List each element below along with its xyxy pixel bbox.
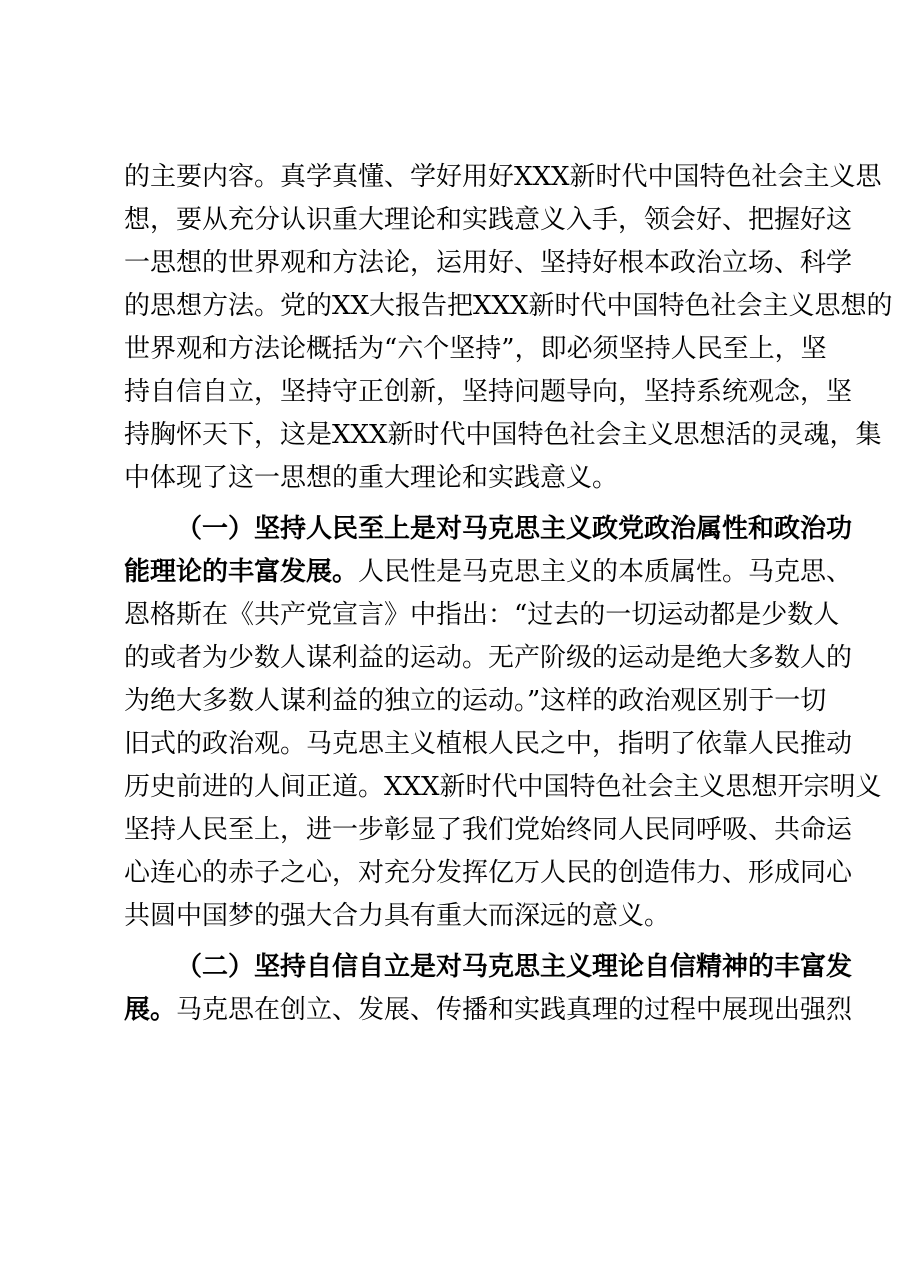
section-2-text: 马克思在创立、发展、传播和实践真理的过程中展现出强烈 [176, 995, 853, 1025]
text-line: 共圆中国梦的强大合力具有重大而深远的意义。 [124, 901, 671, 931]
text-line: 坚持人民至上，进一步彰显了我们党始终同人民同呼吸、共命运 [124, 815, 853, 845]
text-line: 的或者为少数人谋利益的运动。无产阶级的运动是绝大多数人的 [124, 643, 853, 673]
section-1-paragraph [124, 508, 882, 938]
section-2-paragraph [124, 946, 853, 1032]
text-line: 持胸怀天下，这是XXX新时代中国特色社会主义思想活的灵魂，集 [124, 420, 882, 450]
text-line: 为绝大多数人谋利益的独立的运动。”这样的政治观区别于一切 [124, 686, 827, 716]
text-line: 世界观和方法论概括为“六个坚持”，即必须坚持人民至上，坚 [124, 334, 827, 364]
text-line [124, 989, 853, 1032]
text-line: 心连心的赤子之心，对充分发挥亿万人民的创造伟力、形成同心 [124, 858, 853, 888]
section-2-heading: （二）坚持自信自立是对马克思主义理论自信精神的丰富发 [176, 952, 853, 982]
document-body [124, 156, 893, 1032]
text-line: 的主要内容。真学真懂、学好用好XXX新时代中国特色社会主义思 [124, 162, 882, 192]
intro-paragraph [124, 156, 893, 500]
text-line: 旧式的政治观。马克思主义植根人民之中，指明了依靠人民推动 [124, 729, 853, 759]
text-line: 恩格斯在《共产党宣言》中指出：“过去的一切运动都是少数人 [124, 600, 840, 630]
section-2-heading-end: 展。 [124, 995, 177, 1025]
section-1-heading-end: 能理论的丰富发展。 [124, 557, 359, 587]
text-line: 一思想的世界观和方法论，运用好、坚持好根本政治立场、科学 [124, 248, 853, 278]
section-1-heading: （一）坚持人民至上是对马克思主义政党政治属性和政治功 [176, 514, 853, 544]
text-line: 历史前进的人间正道。XXX新时代中国特色社会主义思想开宗明义 [124, 772, 882, 802]
text-line: 中体现了这一思想的重大理论和实践意义。 [124, 463, 619, 493]
text-line [124, 551, 853, 594]
text-line: 的思想方法。党的XX大报告把XXX新时代中国特色社会主义思想的 [124, 291, 893, 321]
section-1-text: 人民性是马克思主义的本质属性。马克思、 [358, 557, 853, 587]
text-line: 持自信自立，坚持守正创新，坚持问题导向，坚持系统观念，坚 [124, 377, 853, 407]
text-line: 想，要从充分认识重大理论和实践意义入手，领会好、把握好这 [124, 205, 853, 235]
